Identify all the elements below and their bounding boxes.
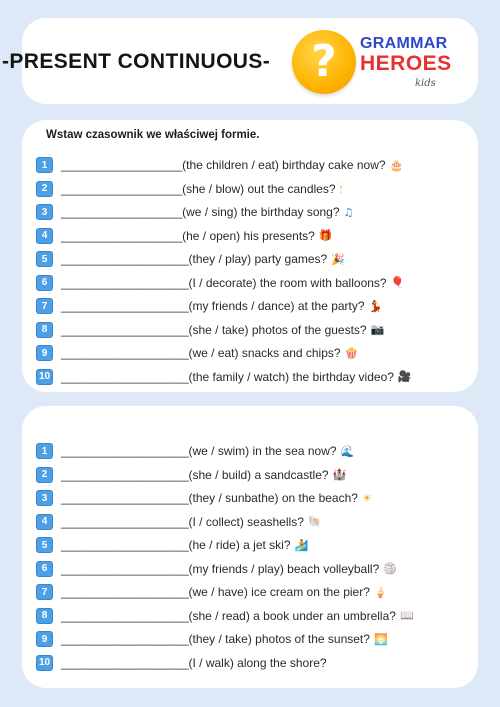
verb-prompt: (the children / eat) birthday cake now? (182, 158, 386, 172)
exercise-item (36, 560, 397, 578)
item-number-badge: 5 (36, 251, 53, 267)
verb-prompt: (we / have) ice cream on the pier? (188, 585, 370, 599)
item-number-badge: 10 (36, 655, 53, 671)
answer-blank: ____________________ (61, 369, 189, 384)
candle-icon: 🕯 (339, 182, 343, 195)
ice-cream-icon: 🍦 (373, 585, 388, 599)
item-number-badge: 7 (36, 298, 53, 314)
volleyball-icon: 🏐 (383, 562, 397, 575)
music-notes-icon: ♫ (343, 205, 354, 219)
exercise-item (36, 321, 384, 339)
verb-prompt: (he / open) his presents? (182, 228, 315, 243)
sunset-icon: 🌅 (373, 632, 388, 646)
verb-prompt: (we / swim) in the sea now? (188, 444, 337, 458)
verb-prompt: (I / decorate) the room with balloons? (188, 275, 387, 290)
verb-prompt: (the family / watch) the birthday video? (188, 369, 394, 384)
seashell-icon: 🐚 (307, 515, 322, 528)
answer-blank: ____________________ (61, 322, 189, 337)
video-camera-icon: 🎥 (397, 370, 412, 383)
answer-blank: ____________________ (61, 299, 189, 313)
exercise-item (36, 180, 343, 198)
answer-blank: ____________________ (61, 467, 189, 482)
verb-prompt: (my friends / dance) at the party? (188, 299, 365, 313)
book-icon: 📖 (399, 609, 414, 622)
item-number-badge: 5 (36, 537, 53, 553)
gift-icon: 🎁 (318, 229, 333, 242)
answer-blank: ___________________ (61, 181, 183, 196)
answer-blank: ____________________ (61, 252, 189, 266)
grammar-heroes-logo (360, 36, 452, 74)
exercise-item (36, 368, 412, 386)
verb-prompt: (they / play) party games? (188, 252, 328, 266)
verb-prompt: (I / walk) along the shore? (188, 655, 327, 670)
answer-blank: ____________________ (61, 632, 189, 646)
exercise-item (36, 583, 388, 601)
answer-blank: ____________________ (61, 561, 189, 576)
party-popper-icon: 🎉 (331, 252, 345, 266)
answer-blank: ____________________ (61, 585, 189, 599)
item-number-badge: 3 (36, 204, 53, 220)
item-number-badge: 2 (36, 467, 53, 483)
exercise-item (36, 513, 322, 531)
verb-prompt: (she / build) a sandcastle? (188, 467, 329, 482)
question-mark-logo-icon (292, 30, 356, 94)
item-number-badge: 4 (36, 514, 53, 530)
item-number-badge: 8 (36, 608, 53, 624)
castle-icon: 🏰 (332, 468, 347, 481)
verb-prompt: (they / sunbathe) on the beach? (188, 491, 358, 505)
verb-prompt: (we / sing) the birthday song? (182, 205, 340, 219)
sun-icon: ☀ (361, 491, 372, 505)
verb-prompt: (I / collect) seashells? (188, 514, 304, 529)
verb-prompt: (she / take) photos of the guests? (188, 322, 367, 337)
item-number-badge: 9 (36, 345, 53, 361)
exercise-item (36, 607, 414, 625)
page-title: -PRESENT CONTINUOUS- (2, 50, 271, 73)
verb-prompt: (she / blow) out the candles? (182, 181, 336, 196)
exercise-instruction: Wstaw czasownik we właściwej formie. (46, 129, 260, 141)
exercise-item (36, 630, 388, 648)
answer-blank: ____________________ (61, 491, 189, 505)
answer-blank: ____________________ (61, 538, 189, 552)
dancers-icon: 💃 (368, 299, 383, 313)
exercise-item (36, 442, 354, 460)
cake-icon: 🎂 (389, 158, 404, 172)
wave-icon: 🌊 (340, 444, 355, 458)
exercise-item (36, 536, 308, 554)
exercise-item (36, 489, 372, 507)
answer-blank: ____________________ (61, 346, 189, 360)
item-number-badge: 10 (36, 369, 53, 385)
item-number-badge: 6 (36, 561, 53, 577)
item-number-badge: 1 (36, 157, 53, 173)
item-number-badge: 2 (36, 181, 53, 197)
item-number-badge: 7 (36, 584, 53, 600)
exercise-item (36, 203, 353, 221)
item-number-badge: 4 (36, 228, 53, 244)
exercise-item (36, 654, 327, 672)
camera-icon: 📷 (370, 323, 385, 336)
item-number-badge: 1 (36, 443, 53, 459)
balloon-icon: 🎈 (390, 276, 405, 289)
answer-blank: ___________________ (61, 158, 183, 172)
verb-prompt: (we / eat) snacks and chips? (188, 346, 341, 360)
item-number-badge: 9 (36, 631, 53, 647)
answer-blank: ____________________ (61, 608, 189, 623)
exercise-item (36, 297, 382, 315)
exercise-item (36, 250, 345, 268)
answer-blank: ____________________ (61, 444, 189, 458)
answer-blank: ___________________ (61, 228, 183, 243)
exercise-item (36, 466, 346, 484)
item-number-badge: 8 (36, 322, 53, 338)
item-number-badge: 3 (36, 490, 53, 506)
answer-blank: ____________________ (61, 514, 189, 529)
jet-ski-icon: 🏄 (294, 538, 309, 552)
logo-question-mark: ? (311, 36, 337, 87)
verb-prompt: (my friends / play) beach volleyball? (188, 561, 380, 576)
answer-blank: ____________________ (61, 655, 189, 670)
verb-prompt: (she / read) a book under an umbrella? (188, 608, 396, 623)
item-number-badge: 6 (36, 275, 53, 291)
logo-grammar-text: GRAMMAR (360, 35, 448, 52)
exercise-item (36, 227, 333, 245)
popcorn-icon: 🍿 (344, 346, 359, 360)
answer-blank: ____________________ (61, 275, 189, 290)
verb-prompt: (he / ride) a jet ski? (188, 538, 291, 552)
verb-prompt: (they / take) photos of the sunset? (188, 632, 370, 646)
exercise-item (36, 274, 404, 292)
exercise-item (36, 156, 403, 174)
exercise-item (36, 344, 358, 362)
answer-blank: ___________________ (61, 205, 183, 219)
logo-heroes-text: HEROES (360, 52, 452, 75)
logo-kids-text: kids (415, 78, 436, 89)
